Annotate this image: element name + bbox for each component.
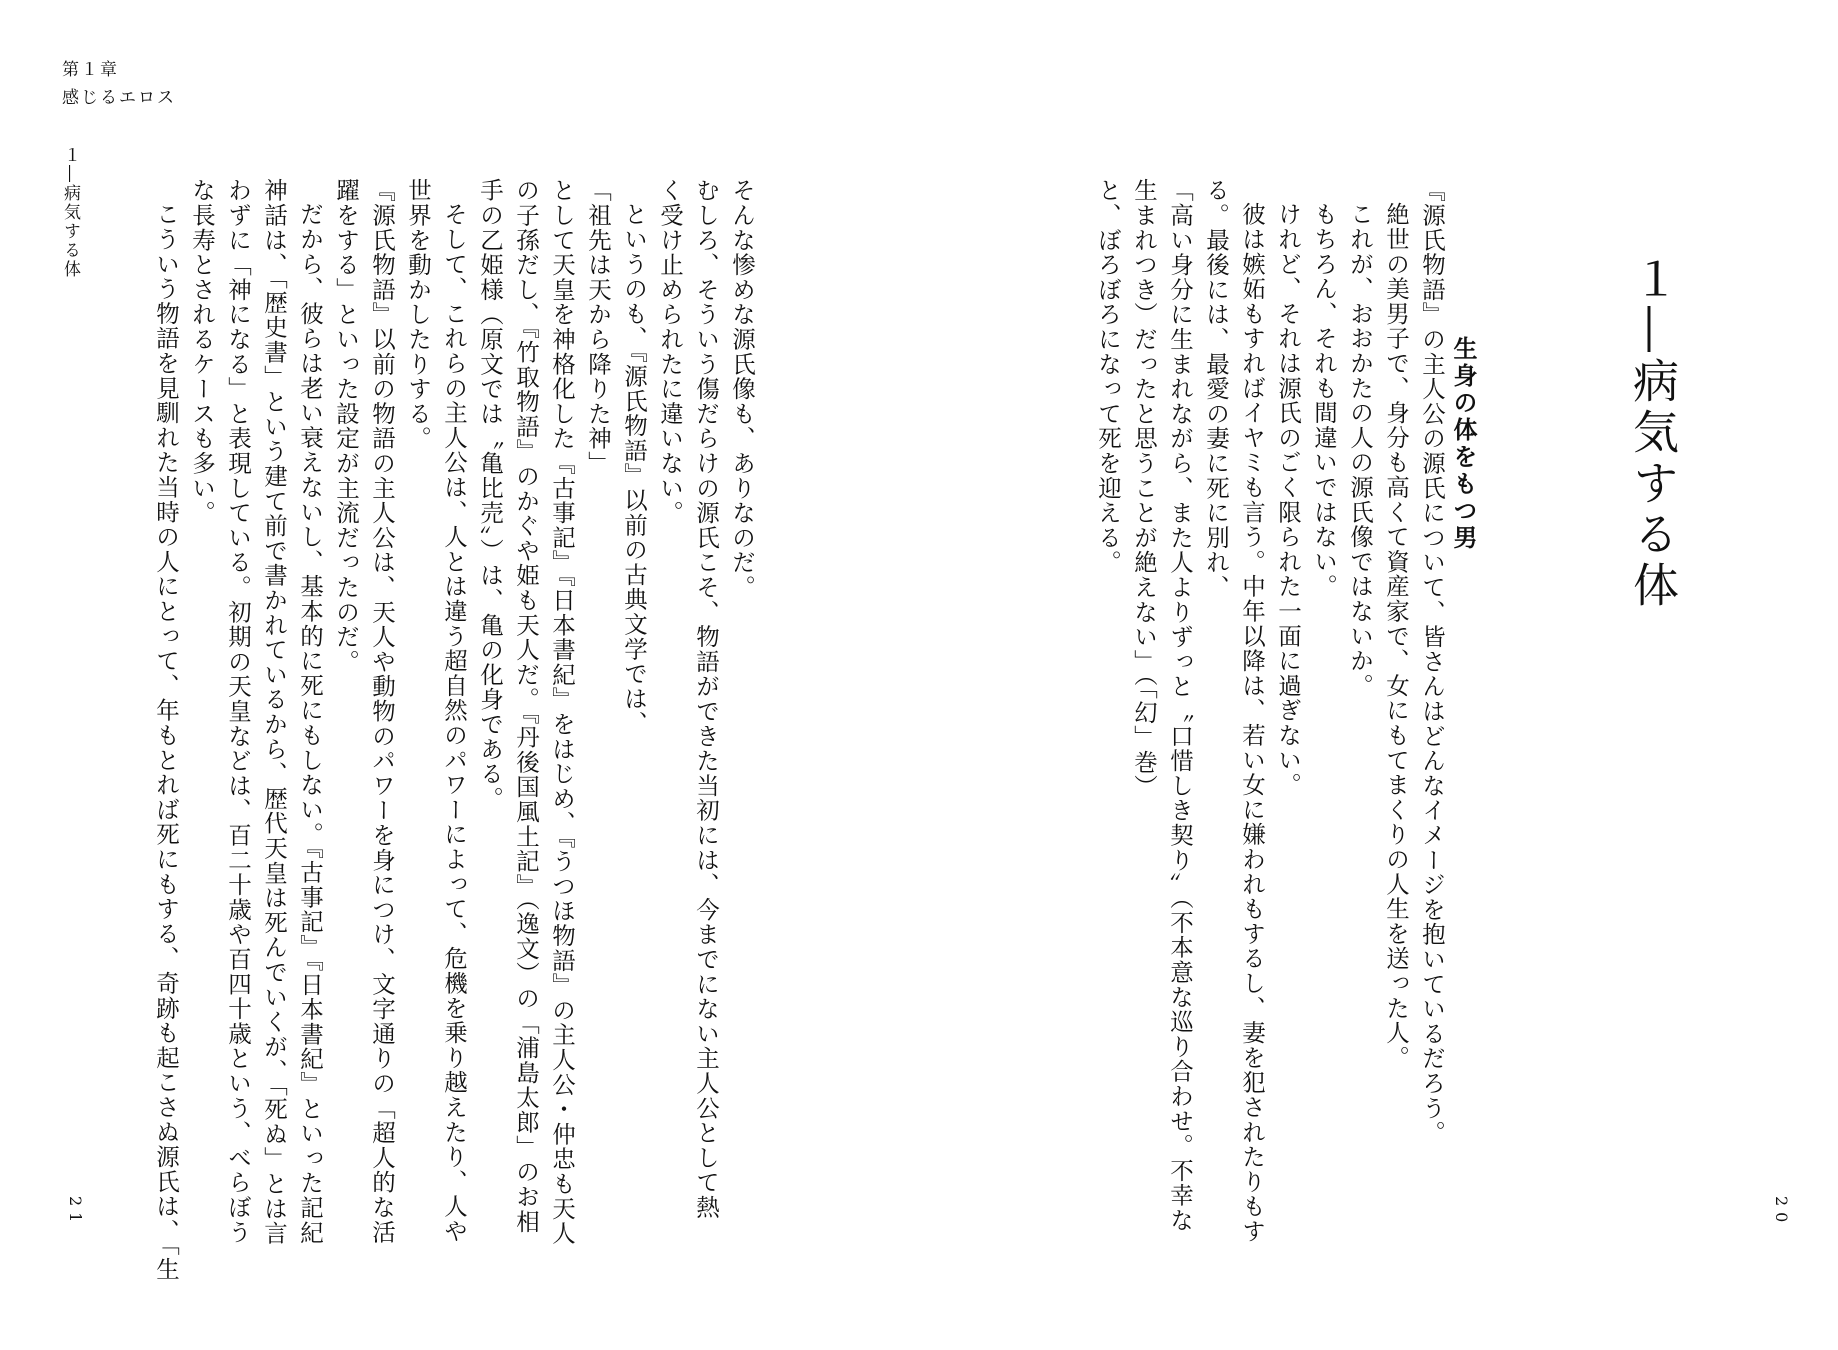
- right-page-text: [1050, 0, 1450, 1350]
- text-line: こういう物語を見馴れた当時の人にとって、年もとれば死にもする、奇跡も起こさぬ源氏は、「生: [152, 202, 180, 1282]
- section-subheading: 生身の体をもつ男: [1449, 336, 1477, 552]
- text-line: な長寿とされるケースも多い。: [188, 178, 216, 526]
- text-line: 躍をする」といった設定が主流だったのだ。: [332, 178, 360, 674]
- text-line: 「祖先は天から降りた神」: [584, 178, 612, 476]
- text-line: 手の乙姫様（原文では〝亀比売〟）は、亀の化身である。: [476, 178, 504, 812]
- text-line: 絶世の美男子で、身分も高くて資産家で、女にもてまくりの人生を送った人。: [1382, 202, 1410, 1070]
- text-line: むしろ、そういう傷だらけの源氏こそ、物語ができた当初には、今までにない主人公として熱: [692, 178, 720, 1220]
- text-line: の子孫だし、『竹取物語』のかぐや姫も天人だ。『丹後国風土記』（逸文）の「浦島太郎」のお相: [512, 178, 540, 1234]
- text-line: 彼は嫉妬もすればイヤミも言う。中年以降は、若い女に嫌われもするし、妻を犯されたりもす: [1238, 202, 1266, 1244]
- chapter-name: 感じるエロス: [62, 88, 176, 108]
- text-line: だから、彼らは老い衰えないし、基本的に死にもしない。『古事記』『日本書紀』といった記紀: [296, 202, 324, 1245]
- text-line: 『源氏物語』の主人公の源氏について、皆さんはどんなイメージを抱いているだろう。: [1418, 178, 1446, 1146]
- text-line: 「高い身分に生まれながら、また人よりずっと〝口惜しき契り〟（不本意な巡り合わせ。不幸な: [1166, 178, 1194, 1233]
- section-side-tag: １―病気する体: [60, 146, 80, 279]
- text-line: 『源氏物語』以前の物語の主人公は、天人や動物のパワーを身につけ、文字通りの「超人的な活: [368, 178, 396, 1245]
- text-line: そして、これらの主人公は、人とは違う超自然のパワーによって、危機を乗り越えたり、人や: [440, 202, 468, 1244]
- text-line: けれど、それは源氏のごく限られた一面に過ぎない。: [1274, 202, 1302, 798]
- text-line: わずに「神になる」と表現している。初期の天皇などは、百二十歳や百四十歳という、べらぼう: [224, 178, 252, 1245]
- text-line: と、ぼろぼろになって死を迎える。: [1094, 178, 1122, 575]
- text-line: というのも、『源氏物語』以前の古典文学では、: [620, 202, 648, 736]
- text-line: もちろん、それも間違いではない。: [1310, 202, 1338, 599]
- text-line: る。最後には、最愛の妻に死に別れ、: [1202, 178, 1230, 600]
- text-line: 世界を動かしたりする。: [404, 178, 432, 451]
- page-number-left: 21: [66, 1196, 85, 1229]
- chapter-heading: １―病気する体: [1626, 255, 1680, 612]
- left-page-text: [130, 0, 760, 1350]
- text-line: 生まれつき）だったと思うことが絶えない」（「幻」巻）: [1130, 178, 1158, 800]
- text-line: そんな惨めな源氏像も、ありなのだ。: [728, 178, 756, 600]
- text-line: として天皇を神格化した『古事記』『日本書紀』をはじめ、『うつほ物語』の主人公・仲忠も天人: [548, 178, 576, 1246]
- text-line: く受け止められたに違いない。: [656, 178, 684, 526]
- text-line: これが、おおかたの人の源氏像ではないか。: [1346, 202, 1374, 698]
- page-number-right: 20: [1772, 1196, 1791, 1229]
- chapter-number: 第１章: [62, 60, 119, 80]
- text-line: 神話は、「歴史書」という建て前で書かれているから、歴代天皇は死んでいくが、「死ぬ」とは言: [260, 178, 288, 1246]
